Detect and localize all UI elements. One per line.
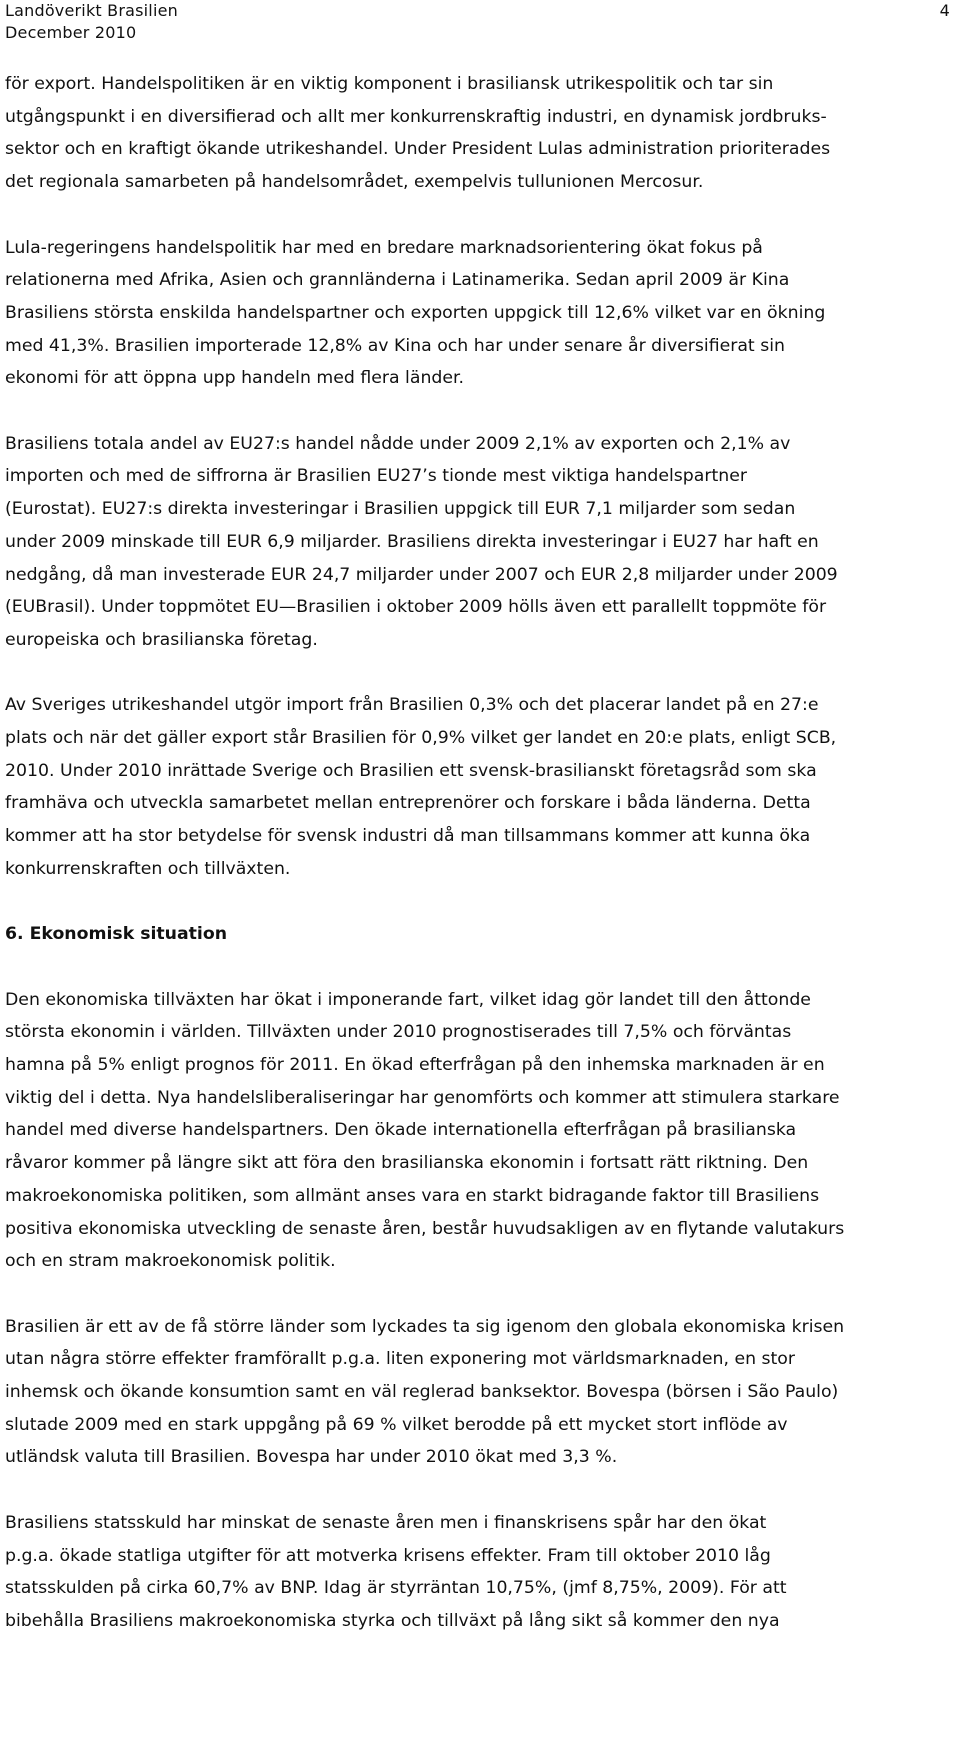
text-line: nedgång, då man investerade EUR 24,7 miljarder under 2007 och EUR 2,8 miljarder under 2009 — [5, 564, 838, 585]
text-line: ekonomi för att öppna upp handeln med flera länder. — [5, 368, 465, 389]
section-heading: 6. Ekonomisk situation — [5, 924, 228, 945]
text-line: konkurrenskraften och tillväxten. — [5, 858, 291, 879]
text-line: inhemsk och ökande konsumtion samt en väl reglerad banksektor. Bovespa (börsen i São Paulo) — [5, 1382, 839, 1403]
text-line: relationerna med Afrika, Asien och grannländerna i Latinamerika. Sedan april 2009 är Kina — [5, 270, 790, 291]
text-line: europeiska och brasilianska företag. — [5, 629, 318, 650]
text-line: 2010. Under 2010 inrättade Sverige och Brasilien ett svensk-brasilianskt företagsråd som ska — [5, 760, 817, 781]
paragraph-economic-growth — [5, 984, 950, 1278]
text-line: med 41,3%. Brasilien importerade 12,8% av Kina och har under senare år diversifierat sin — [5, 335, 785, 356]
text-line: utan några större effekter framförallt p.g.a. liten exponering mot världsmarknaden, en stor — [5, 1349, 795, 1370]
text-line: p.g.a. ökade statliga utgifter för att motverka krisens effekter. Fram till oktober 2010 låg — [5, 1545, 771, 1566]
paragraph-lula-trade-policy — [5, 232, 950, 396]
text-line: största ekonomin i världen. Tillväxten under 2010 prognostiserades till 7,5% och förväntas — [5, 1022, 792, 1043]
text-line: framhäva och utveckla samarbetet mellan entreprenörer och forskare i båda länderna. Detta — [5, 793, 811, 814]
text-line: makroekonomiska politiken, som allmänt anses vara en starkt bidragande faktor till Brasiliens — [5, 1185, 820, 1206]
paragraph-global-crisis — [5, 1311, 950, 1475]
text-line: Lula-regeringens handelspolitik har med en bredare marknadsorientering ökat fokus på — [5, 237, 763, 258]
text-line: Brasiliens statsskuld har minskat de senaste åren men i finanskrisens spår har den ökat — [5, 1512, 767, 1533]
header-title-block — [5, 0, 178, 44]
paragraph-sweden-trade — [5, 689, 950, 885]
text-line: (Eurostat). EU27:s direkta investeringar i Brasilien uppgick till EUR 7,1 miljarder som sedan — [5, 499, 796, 520]
text-line: och en stram makroekonomisk politik. — [5, 1251, 336, 1272]
text-line: Brasiliens totala andel av EU27:s handel nådde under 2009 2,1% av exporten och 2,1% av — [5, 433, 791, 454]
text-line: kommer att ha stor betydelse för svensk industri då man tillsammans kommer att kunna öka — [5, 826, 811, 847]
document-date: December 2010 — [5, 23, 137, 42]
paragraph-state-debt — [5, 1507, 950, 1638]
text-line: under 2009 minskade till EUR 6,9 miljarder. Brasiliens direkta investeringar i EU27 har haft en — [5, 531, 819, 552]
text-line: Brasiliens största enskilda handelspartner och exporten uppgick till 12,6% vilket var en ökning — [5, 302, 826, 323]
text-line: råvaror kommer på längre sikt att föra den brasilianska ekonomin i fortsatt rätt riktning. Den — [5, 1153, 809, 1174]
text-line: importen och med de siffrorna är Brasilien EU27’s tionde mest viktiga handelspartner — [5, 466, 747, 487]
text-line: Av Sveriges utrikeshandel utgör import från Brasilien 0,3% och det placerar landet på en 27:e — [5, 695, 819, 716]
paragraph-export — [5, 68, 950, 199]
text-line: för export. Handelspolitiken är en viktig komponent i brasiliansk utrikespolitik och tar sin — [5, 74, 774, 94]
text-line: plats och när det gäller export står Brasilien för 0,9% vilket ger landet en 20:e plats, enligt SCB, — [5, 728, 837, 749]
text-line: Brasilien är ett av de få större länder som lyckades ta sig igenom den globala ekonomiska krisen — [5, 1316, 845, 1337]
text-line: statsskulden på cirka 60,7% av BNP. Idag är styrräntan 10,75%, (jmf 8,75%, 2009). För att — [5, 1578, 787, 1599]
text-line: utgångspunkt i en diversifierad och allt mer konkurrenskraftig industri, en dynamisk jordbruks- — [5, 106, 827, 127]
text-line: positiva ekonomiska utveckling de senaste åren, består huvudsakligen av en flytande valutakurs — [5, 1218, 845, 1239]
text-line: handel med diverse handelspartners. Den ökade internationella efterfrågan på brasilianska — [5, 1120, 797, 1141]
text-line: slutade 2009 med en stark uppgång på 69 % vilket berodde på ett mycket stort inflöde av — [5, 1414, 788, 1435]
text-line: Den ekonomiska tillväxten har ökat i imponerande fart, vilket idag gör landet till den åttonde — [5, 989, 811, 1010]
page-number: 4 — [939, 1, 950, 20]
text-line: (EUBrasil). Under toppmötet EU—Brasilien i oktober 2009 hölls även ett parallellt toppmöte för — [5, 597, 827, 618]
text-line: det regionala samarbeten på handelsområdet, exempelvis tullunionen Mercosur. — [5, 172, 704, 193]
text-line: bibehålla Brasiliens makroekonomiska styrka och tillväxt på lång sikt så kommer den nya — [5, 1610, 780, 1631]
text-line: viktig del i detta. Nya handelsliberaliseringar har genomförts och kommer att stimulera starkare — [5, 1087, 840, 1108]
paragraph-eu27-trade — [5, 428, 950, 657]
text-line: sektor och en kraftigt ökande utrikeshandel. Under President Lulas administration prioriterades — [5, 139, 831, 160]
document-body — [5, 68, 950, 1670]
text-line: hamna på 5% enligt prognos för 2011. En ökad efterfrågan på den inhemska marknaden är en — [5, 1055, 825, 1076]
text-line: utländsk valuta till Brasilien. Bovespa har under 2010 ökat med 3,3 %. — [5, 1447, 618, 1468]
page-header — [5, 0, 950, 48]
document-title: Landöverikt Brasilien — [5, 1, 178, 20]
